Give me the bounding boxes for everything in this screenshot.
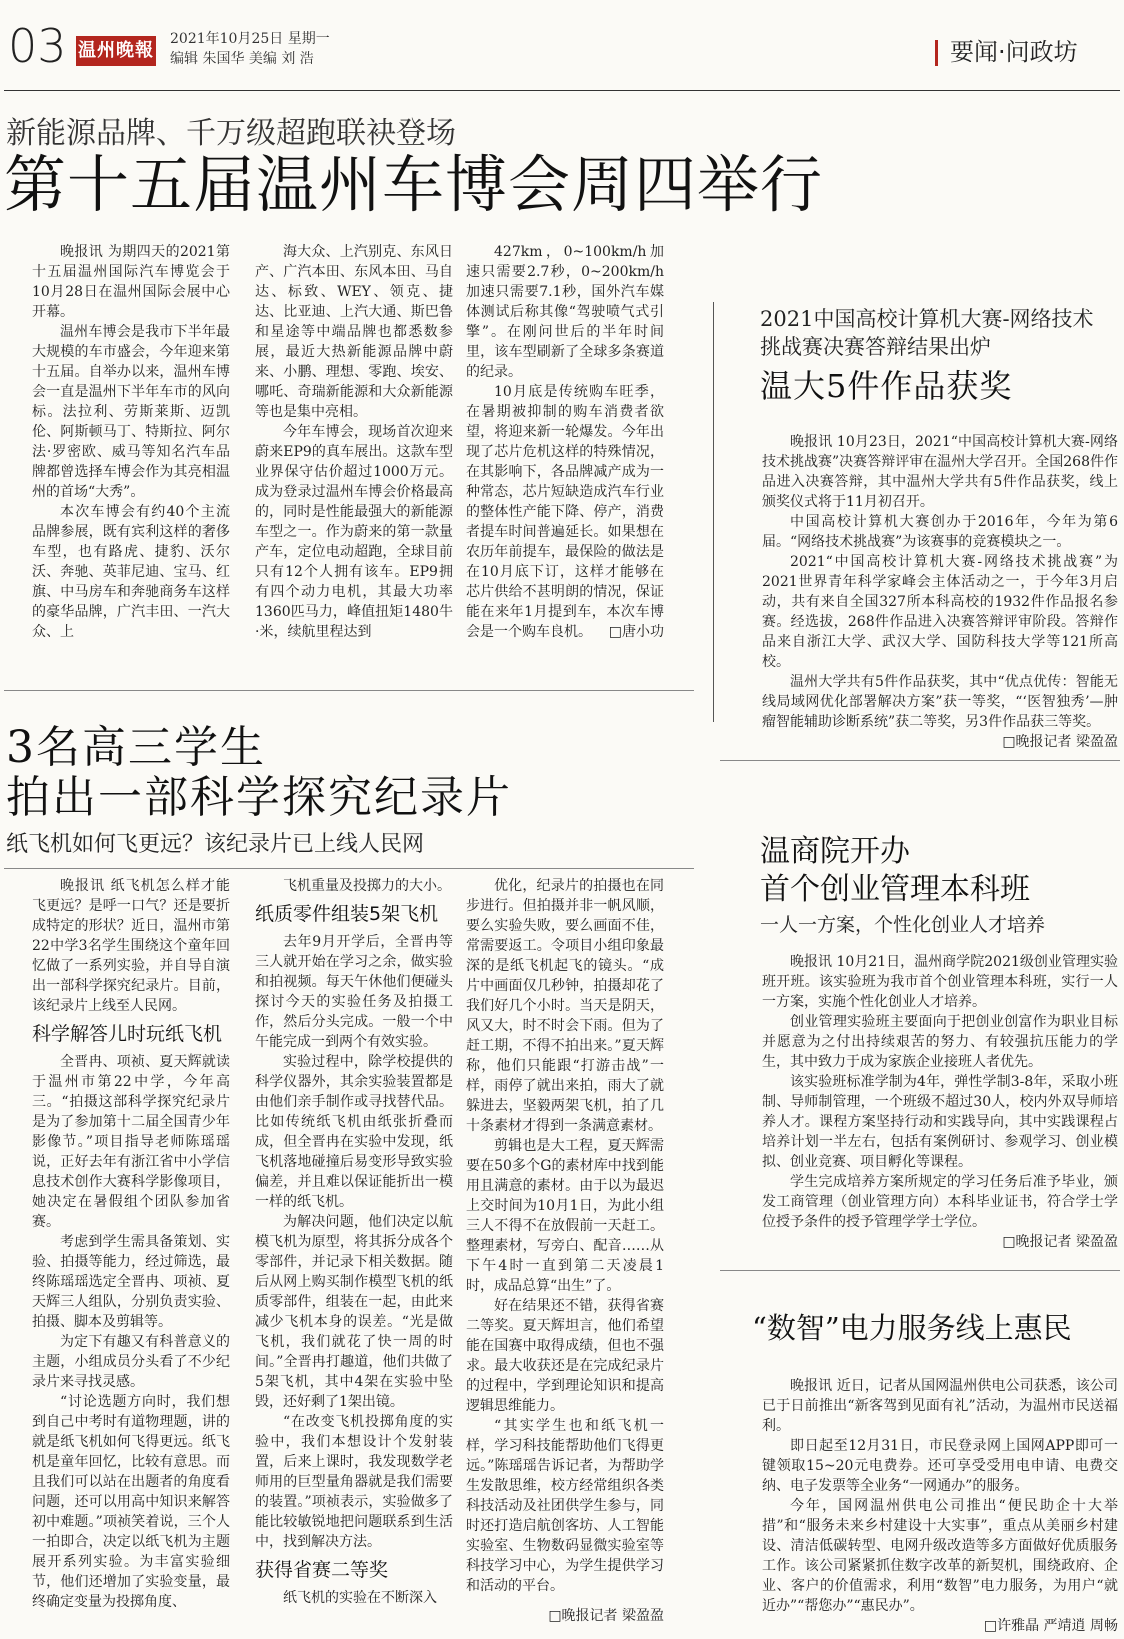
issue-date: 2021年10月25日 星期一: [170, 31, 330, 47]
paragraph: 考虑到学生需具备策划、实验、拍摄等能力，经过筛选，最终陈瑶瑶选定全晋冉、项祯、夏天辉三人组队，分别负责实验、拍摄、脚本及剪辑等。: [32, 1234, 230, 1330]
paragraph: 去年9月开学后，全晋冉等三人就开始在学习之余，做实验和拍视频。每天午休他们便碰头探讨今天的实验任务及拍摄工作，然后分头完成。一般一个中午能完成一到两个有效实验。: [255, 934, 453, 1050]
paragraph: 本次车博会有约40个主流品牌参展，既有宾利这样的奢侈车型，也有路虎、捷豹、沃尔沃、奔驰、英菲尼迪、宝马、红旗、中马房车和奔驰商务车这样的豪华品牌，广汽丰田、一汽大众、上: [32, 504, 230, 640]
paragraph: 为解决问题，他们决定以航模飞机为原型，将其拆分成各个零部件，并记录下相关数据。随后从网上购买制作模型飞机的纸质零部件，组装在一起，由此来减少飞机本身的误差。“光是做飞机，我们就花了快一周的时间。”全晋冉打趣道，他们共做了5架飞机，其中4架在实验中坠毁，还好剩了1架出镜。: [255, 1214, 453, 1410]
article3-title-line1: 3名高三学生: [6, 722, 266, 773]
paper-logo: 温州晚報: [76, 36, 156, 66]
article1-title: 第十五届温州车博会周四举行: [4, 148, 824, 221]
article3-column-3: [466, 876, 664, 1606]
paragraph: 中国高校计算机大赛创办于2016年，今年为第6届。“网络技术挑战赛”为该赛事的竞赛模块之一。: [762, 514, 1118, 550]
paragraph: 2021“中国高校计算机大赛-网络技术挑战赛”为2021世界青年科学家峰会主体活动之一，于今年3月启动，共有来自全国327所本科高校的1932件作品报名参赛。经选拔，268件作品进入决赛答辩评审阶段。答辩作品来自浙江大学、武汉大学、国防科技大学等121所高校。: [762, 554, 1118, 670]
article3-deck: 纸飞机如何飞更远？该纪录片已上线人民网: [6, 832, 425, 857]
subheading: 科学解答儿时玩纸飞机: [32, 1023, 223, 1045]
byline: □晚报记者 梁盈盈: [1002, 734, 1118, 750]
article3-column-2: [255, 876, 453, 1626]
article3-rule: [4, 868, 694, 869]
paragraph: 晚报讯 10月21日，温州商学院2021级创业管理实验班开班。该实验班为我市首个创业管理本科班，实行一人一方案，实施个性化创业人才培养。: [762, 954, 1118, 1010]
editor-credits: 编辑 朱国华 美编 刘 浩: [170, 51, 314, 67]
section-marker: [935, 40, 938, 66]
paragraph: “在改变飞机投掷角度的实验中，我们本想设计个发射装置，后来上课时，我发现数学老师用的巨型量角器就是我们需要的装置。”项祯表示，实验做多了能比较敏锐地把问题联系到生活中，找到解决方法。: [255, 1414, 453, 1550]
paragraph: 温州车博会是我市下半年最大规模的车市盛会，今年迎来第十五届。自举办以来，温州车博会一直是温州下半年车市的风向标。法拉利、劳斯莱斯、迈凯伦、阿斯顿马丁、特斯拉、阿尔法·罗密欧、威马等知名汽车品牌都曾选择车博会作为其亮相温州的首场“大秀”。: [32, 324, 230, 500]
article3-title-line2: 拍出一部科学探究纪录片: [6, 772, 512, 823]
paragraph: “其实学生也和纸飞机一样，学习科技能帮助他们飞得更远。”陈瑶瑶告诉记者，为帮助学生发散思维，校方经常组织各类科技活动及社团供学生参与，同时还打造启航创客坊、人工智能实验室、生物数码显微实验室等科技学习中心，为学生提供学习和活动的平台。: [466, 1418, 664, 1594]
paragraph: 创业管理实验班主要面向于把创业创富作为职业目标并愿意为之付出持续艰苦的努力、有较强抗压能力的学生，其中致力于成为家族企业接班人者优先。: [762, 1014, 1118, 1070]
article-divider-right-2: [720, 1270, 1120, 1271]
paragraph: 剪辑也是大工程，夏天辉需要在50多个G的素材库中找到能用且满意的素材。由于以为最迟上交时间为10月1日，为此小组三人不得不在放假前一天赶工。整理素材，写旁白、配音……从下午4时一直到第二天凌晨1时，成品总算“出生”了。: [466, 1138, 664, 1294]
byline: □晚报记者 梁盈盈: [1002, 1234, 1118, 1250]
article3-column-1: [32, 876, 230, 1626]
paragraph: 海大众、上汽别克、东风日产、广汽本田、东风本田、马自达、标致、WEY、领克、捷达、比亚迪、上汽大通、斯巴鲁和星途等中端品牌也都悉数参展，最近大热新能源品牌中蔚来、小鹏、理想、零跑、埃安、哪吒、奇瑞新能源和大众新能源等也是集中亮相。: [255, 244, 453, 420]
paragraph: 10月底是传统购车旺季，在暑期被抑制的购车消费者欲望，将迎来新一轮爆发。今年出现了芯片危机这样的特殊情况，在其影响下，各品牌减产成为一种常态，芯片短缺造成汽车行业的整体性产能下降、停产，消费者提车时间普遍延长。如果想在农历年前提车，最保险的做法是在10月底下订，这样才能够在芯片供给不甚明朗的情况，保证能在来年1月提到车，本次车博会是一个购车良机。: [466, 384, 664, 640]
paragraph: 温州大学共有5件作品获奖，其中“优点优传：智能无线局域网优化部署解决方案”获一等奖，“‘医智独秀’—肿瘤智能辅助诊断系统”获二等奖，另3件作品获三等奖。: [762, 674, 1118, 730]
article1-byline: □唐小功: [608, 624, 664, 640]
article5-body: [762, 1376, 1118, 1634]
article4-body: [762, 952, 1118, 1250]
article-divider: [4, 690, 694, 691]
article-divider-right: [720, 760, 1120, 761]
paragraph: 晚报讯 为期四天的2021第十五届温州国际汽车博览会于10月28日在温州国际会展中心开幕。: [32, 244, 230, 320]
byline: □许雅晶 严靖逍 周畅: [983, 1618, 1118, 1634]
paragraph: 今年，国网温州供电公司推出“便民助企十大举措”和“服务未来乡村建设十大实事”，重点从美丽乡村建设、清洁低碳转型、电网升级改造等多方面做好优质服务工作。该公司紧紧抓住数字改革的新契机，围绕政府、企业、客户的价值需求，利用“数智”电力服务，为用户“就近办”“帮您办”“惠民办”。: [762, 1498, 1118, 1614]
paragraph: 实验过程中，除学校提供的科学仪器外，其余实验装置都是由他们亲手制作或寻找替代品。比如传统纸飞机由纸张折叠而成，但全晋冉在实验中发现，纸飞机落地碰撞后易变形导致实验偏差，并且难以保证能折出一模一样的纸飞机。: [255, 1054, 453, 1210]
article5-title: “数智”电力服务线上惠民: [752, 1311, 1072, 1345]
paragraph: 好在结果还不错，获得省赛二等奖。夏天辉坦言，他们希望能在国赛中取得成绩，但也不强求。最大收获还是在完成纪录片的过程中，学到理论知识和提高逻辑思维能力。: [466, 1298, 664, 1414]
paragraph: 优化，纪录片的拍摄也在同步进行。但拍摄并非一帆风顺，要么实验失败，要么画面不佳，常需要返工。令项目小组印象最深的是纸飞机起飞的镜头。“成片中画面仅几秒钟，拍摄却花了我们好几个小时。当天是阴天，风又大，时不时会下雨。但为了赶工期，不得不拍出来。”夏天辉称，他们只能跟“打游击战”一样，雨停了就出来拍，雨大了就躲进去，坚毅两架飞机，拍了几十条素材才得到一条满意素材。: [466, 878, 664, 1134]
paragraph: 晚报讯 近日，记者从国网温州供电公司获悉，该公司已于日前推出“新客驾到见面有礼”活动，为温州市民送福利。: [762, 1378, 1118, 1434]
paragraph: 飞机重量及投掷力的大小。: [283, 878, 451, 894]
paragraph: 全晋冉、项祯、夏天辉就读于温州市第22中学，今年高三。“拍摄这部科学探究纪录片是为了参加第十二届全国青少年影像节。”项目指导老师陈瑶瑶说，正好去年有浙江省中小学信息技术创作大赛科学影像项目，她决定在暑假组个团队参加省赛。: [32, 1054, 230, 1230]
paragraph: 该实验班标准学制为4年，弹性学制3-8年，采取小班制、导师制管理，一个班级不超过30人，校内外双导师培养人才。课程方案坚持行动和实践导向，其中实践课程占培养计划一半左右，包括有案例研讨、参观学习、创业模拟、创业竞赛、项目孵化等课程。: [762, 1074, 1118, 1170]
paragraph: “讨论选题方向时，我们想到自己中考时有道物理题，讲的就是纸飞机如何飞得更远。纸飞机是童年回忆，比较有意思。而且我们可以站在出题者的角度看问题，还可以用高中知识来解答初中难题。”项祯笑着说，三个人一拍即合，决定以纸飞机为主题展开系列实验。为丰富实验细节，他们还增加了实验变量，最终确定变量为投掷角度、: [32, 1394, 230, 1610]
article4-title-line2: 首个创业管理本科班: [760, 872, 1030, 907]
paragraph: 为定下有趣又有科普意义的主题，小组成员分头看了不少纪录片来寻找灵感。: [32, 1334, 230, 1390]
paragraph: 427km，0~100km/h加速只需要2.7秒，0~200km/h加速只需要7.1秒，国外汽车媒体测试后称其像“驾驶喷气式引擎”。在刚问世后的半年时间里，该车型刷新了全球多条赛道的纪录。: [466, 244, 664, 380]
paragraph: 晚报讯 10月23日，2021“中国高校计算机大赛-网络技术挑战赛”决赛答辩评审在温州大学召开。全国268件作品进入决赛答辩，其中温州大学共有5件作品获奖，线上颁奖仪式将于11月初召开。: [762, 434, 1118, 510]
paragraph: 纸飞机的实验在不断深入: [283, 1590, 437, 1606]
article2-body: [762, 432, 1118, 750]
article1-column-2: [255, 242, 453, 642]
article1-kicker: 新能源品牌、千万级超跑联袂登场: [6, 116, 456, 151]
header-rule: [4, 90, 1120, 91]
subheading: 纸质零件组装5架飞机: [255, 903, 439, 925]
paragraph: 晚报讯 纸飞机怎么样才能飞更远？是呼一口气？还是要折成特定的形状？近日，温州市第22中学3名学生围绕这个童年回忆做了一系列实验，并自导自演出一部科学探究纪录片。目前，该纪录片上线至人民网。: [32, 878, 230, 1014]
article4-deck: 一人一方案，个性化创业人才培养: [760, 914, 1046, 936]
article4-title-line1: 温商院开办: [760, 834, 910, 869]
article1-column-1: [32, 242, 230, 642]
page-number: 03: [8, 19, 67, 73]
article3-byline: □晚报记者 梁盈盈: [548, 1608, 664, 1624]
subheading: 获得省赛二等奖: [255, 1559, 389, 1581]
column-divider: [713, 302, 714, 722]
section-name: 要闻·问政坊: [950, 38, 1078, 66]
paragraph: 即日起至12月31日，市民登录网上国网APP即可一键领取15~20元电费券。还可享受受用电申请、电费交纳、电子发票等全业务“一网通办”的服务。: [762, 1438, 1118, 1494]
paragraph: 学生完成培养方案所规定的学习任务后准予毕业，颁发工商管理（创业管理方向）本科毕业证书，符合学士学位授予条件的授予管理学学士学位。: [762, 1174, 1118, 1230]
article2-title-line1: 2021中国高校计算机大赛-网络技术: [760, 307, 1094, 331]
article2-title-line2: 挑战赛决赛答辩结果出炉: [760, 335, 991, 359]
article2-headline: 温大5件作品获奖: [760, 367, 1013, 405]
paragraph: 今年车博会，现场首次迎来蔚来EP9的真车展出。这款车型业界保守估价超过1000万元。成为登录过温州车博会价格最高的，同时是性能最强大的新能源车型之一。作为蔚来的第一款量产车，定位电动超跑，全球目前只有12个人拥有该车。EP9拥有四个动力电机，其最大功率1360匹马力，峰值扭矩1480牛·米，续航里程达到: [255, 424, 453, 640]
